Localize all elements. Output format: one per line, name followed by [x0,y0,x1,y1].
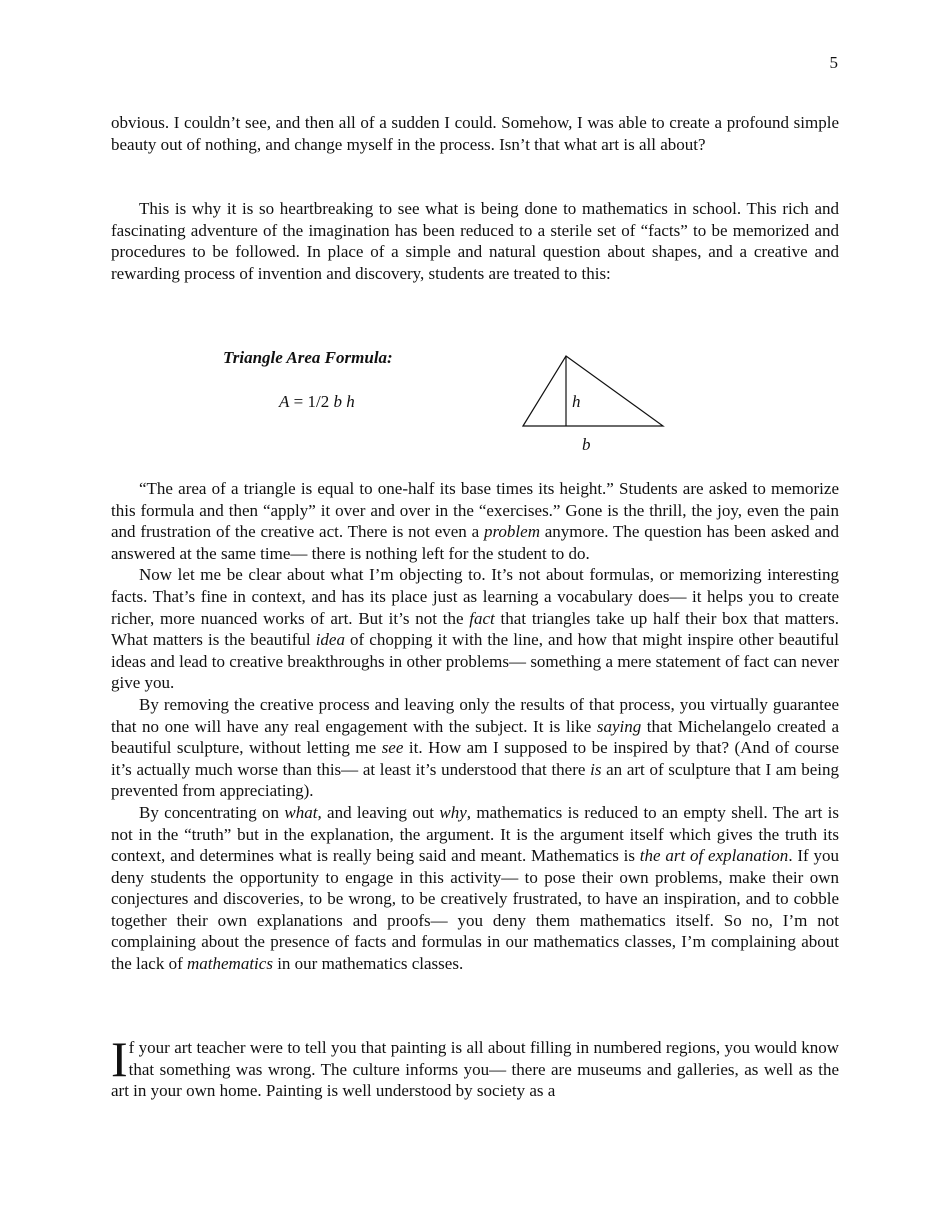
paragraph: If your art teacher were to tell you that painting is all about filling in numbered regions, you would know that something was wrong. The culture informs you— there are museums and galleries, as well as the art in your own home. Painting is well understood by society as a [111,1031,839,1101]
paragraph: By concentrating on what, and leaving out why, mathematics is reduced to an empty shell. The art is not in the “truth” but in the explanation, the argument. It is the argument itself which gives the truth its context, and determines what is really being said and meant. Mathematics is the art of explanation. If you deny students the opportunity to engage in this activity— to pose their own problems, make their own conjectures and discoveries, to be wrong, to be creatively frustrated, to have an inspiration, and to cobble together their own explanations and proofs— you deny them mathematics itself. So no, I’m not complaining about the presence of facts and formulas in our mathematics classes, I’m complaining about the lack of mathematics in our mathematics classes. [111,802,840,974]
formula-variable-a: A [279,392,290,411]
paragraph: This is why it is so heartbreaking to see what is being done to mathematics in school. This rich and fascinating adventure of the imagination has been reduced to a sterile set of “facts” to be memorized and procedures to be followed. In place of a simple and natural question about shapes, and a creative and rewarding process of invention and discovery, students are treated to this: [111,199,839,283]
body-text-top [111,112,839,155]
height-label: h [572,392,581,411]
triangle-diagram [518,350,668,432]
triangle-outline [523,356,663,426]
formula-variable-h: h [346,392,355,411]
formula-middle: = 1/2 [289,392,334,411]
figure-title: Triangle Area Formula: [223,348,393,367]
body-text-main [111,478,839,975]
paragraph: “The area of a triangle is equal to one-half its base times its height.” Students are asked to memorize this formula and then “apply” it over and over in the “exercises.” Gone is the thrill, the joy, even the pain and frustration of the creative act. There is not even a problem anymore. The question has been asked and answered at the same time— there is nothing left for the student to do. [111,479,839,563]
body-text-intro [111,198,839,284]
page-number: 5 [829,53,838,72]
paragraph: Now let me be clear about what I’m objecting to. It’s not about formulas, or memorizing interesting facts. That’s fine in context, and has its place just as learning a vocabulary does— it helps you to create richer, more nuanced works of art. But it’s not the fact that triangles take up half their box that matters. What matters is the beautiful idea of chopping it with the line, and how that might inspire other beautiful ideas and lead to creative breakthroughs in other problems— something a mere statement of fact can never give you. [111,565,839,693]
paragraph: By removing the creative process and leaving only the results of that process, you virtually guarantee that no one will have any real engagement with the subject. It is like saying that Michelangelo created a beautiful sculpture, without letting me see it. How am I supposed to be inspired by that? (And of course it’s actually much worse than this— at least it’s understood that there is an art of sculpture that I am being prevented from appreciating). [111,694,840,801]
body-text-section [111,1031,839,1102]
formula-variable-b: b [333,392,342,411]
base-label: b [582,435,591,454]
area-formula [279,392,355,412]
paragraph: obvious. I couldn’t see, and then all of a sudden I could. Somehow, I was able to create a profound simple beauty out of nothing, and change myself in the process. Isn’t that what art is all about? [111,113,839,154]
drop-cap: I [111,1031,128,1087]
